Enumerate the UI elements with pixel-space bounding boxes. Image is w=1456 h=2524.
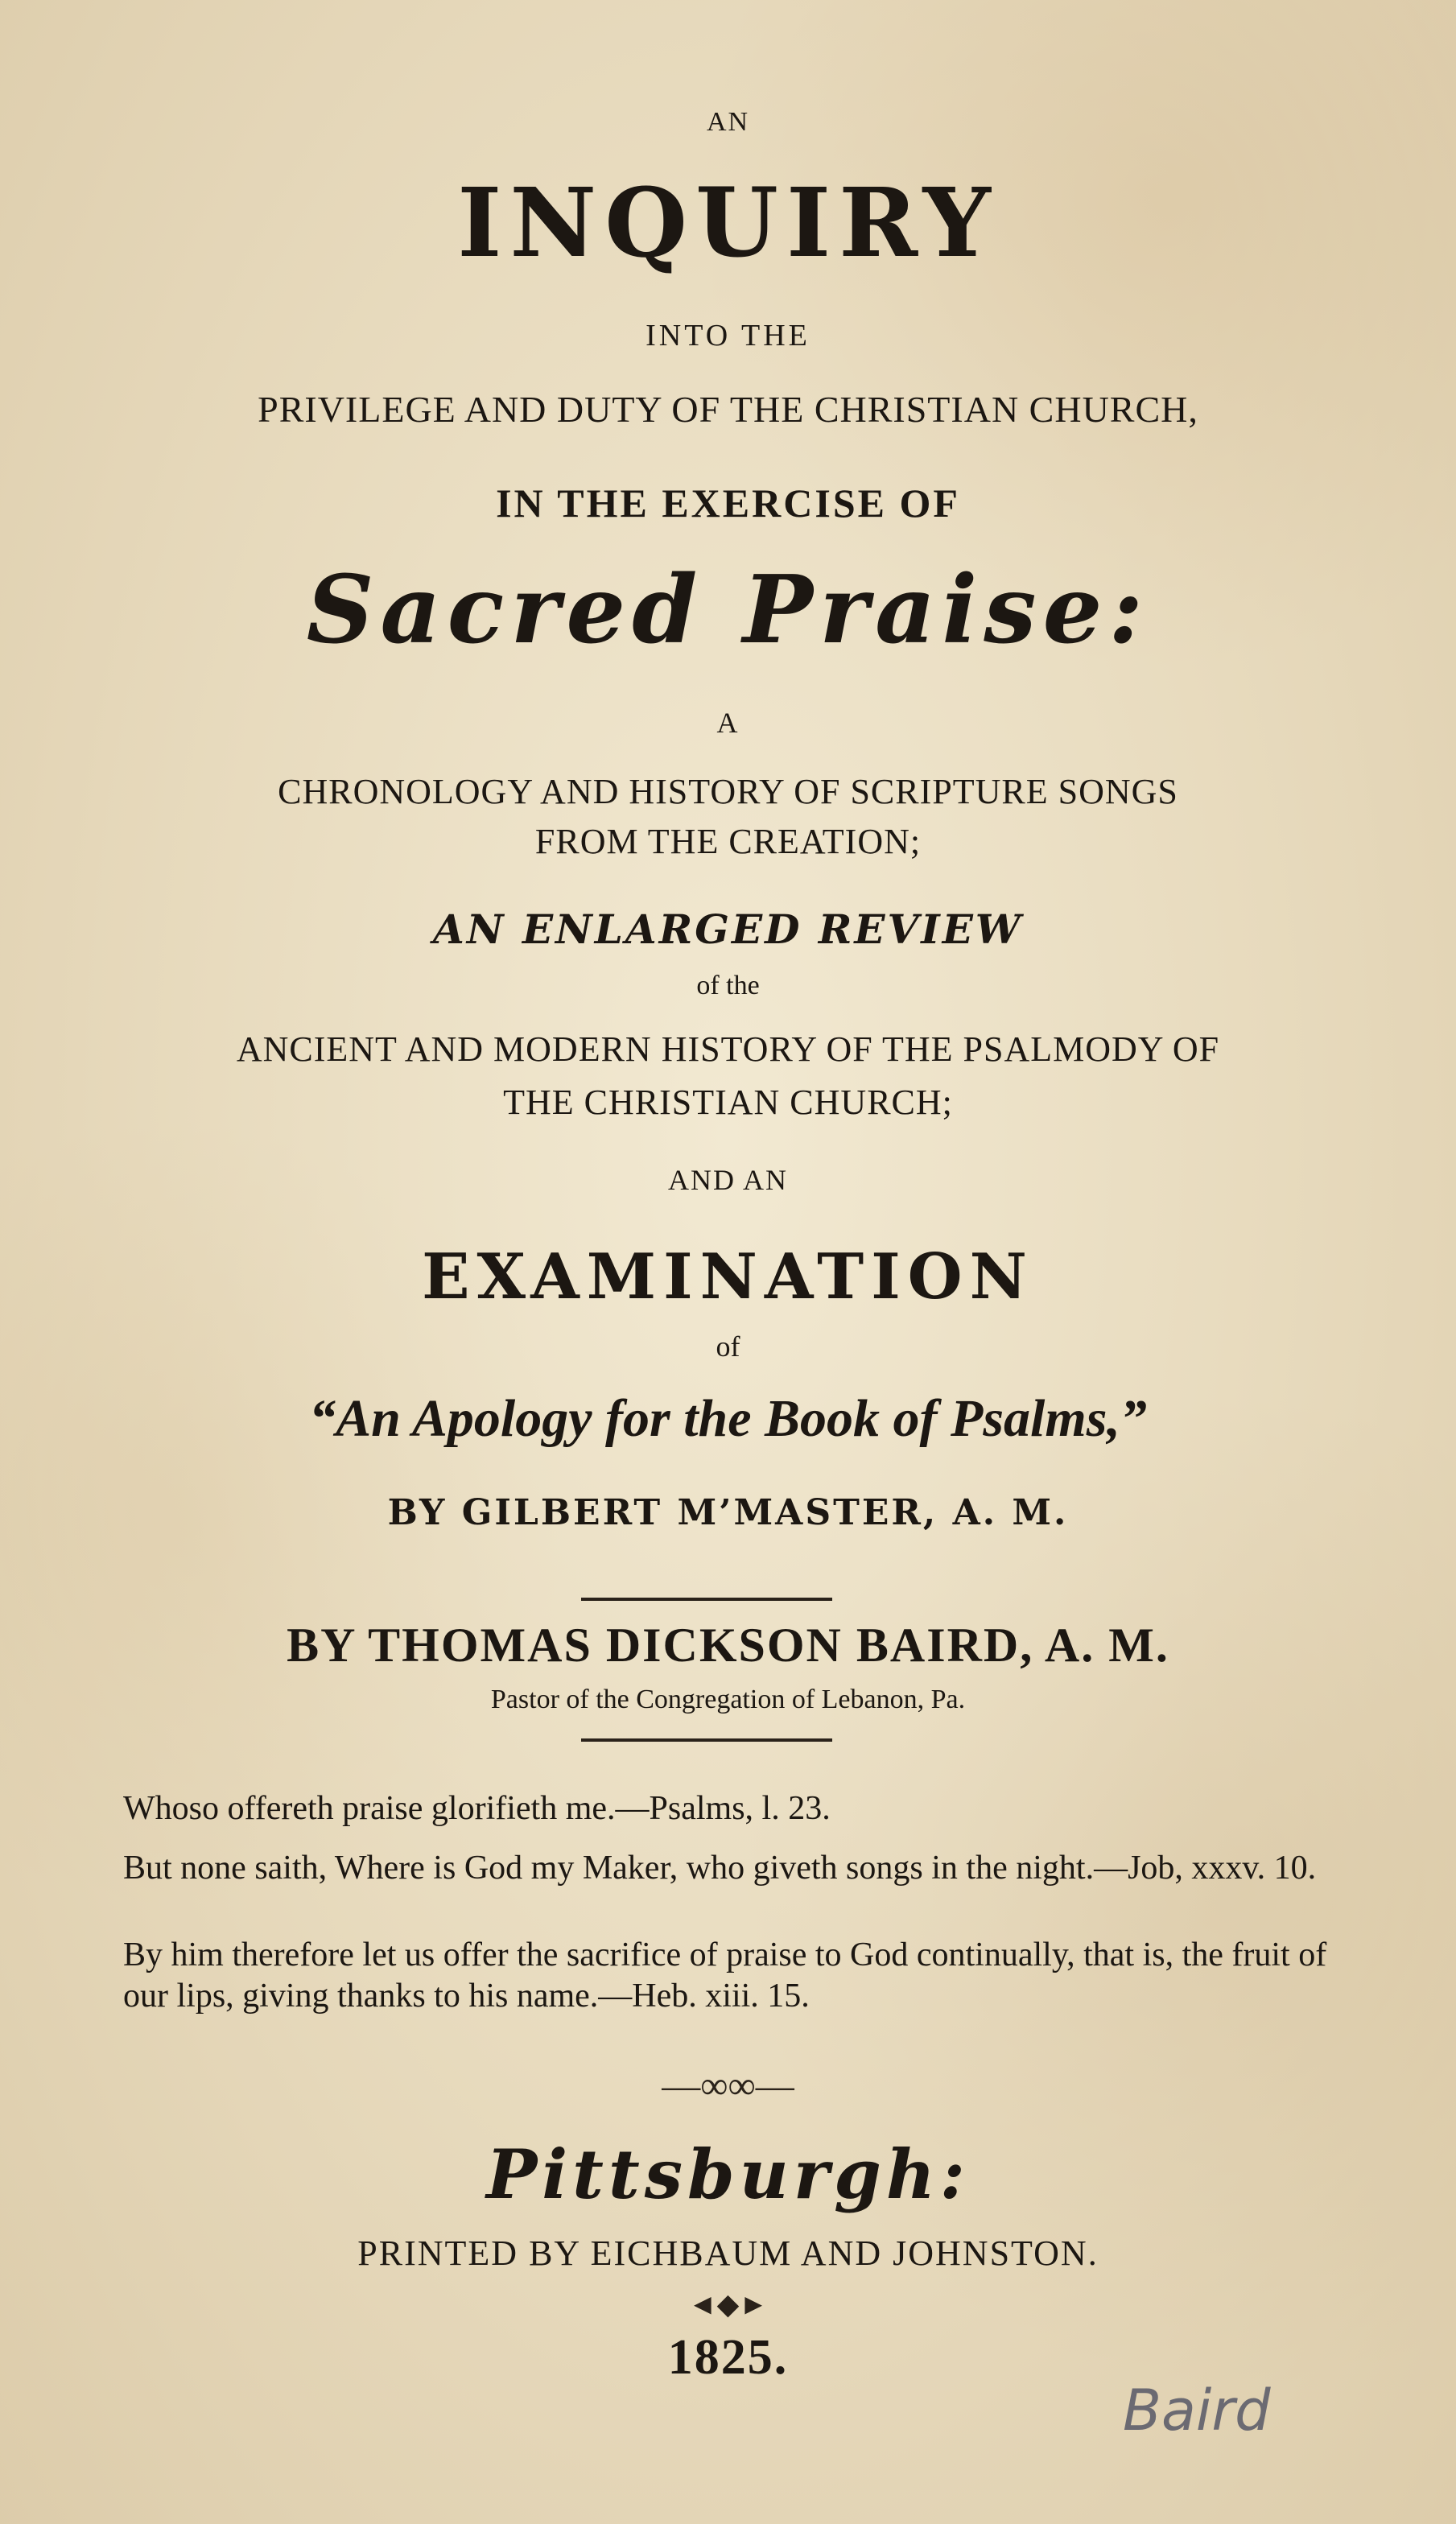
line-printer: PRINTED BY EICHBAUM AND JOHNSTON.	[357, 2233, 1099, 2273]
epigraph-2-text: But none saith, Where is God my Maker, who giveth songs in the night.—Job, xxxv. 10.	[123, 1850, 1317, 1887]
line-in-the-exercise: IN THE EXERCISE OF	[496, 480, 960, 526]
line-year: 1825.	[667, 2330, 789, 2385]
line-of-the: of the	[696, 971, 760, 1000]
line-chronology: CHRONOLOGY AND HISTORY OF SCRIPTURE SONGS	[278, 772, 1178, 811]
epigraph-3	[60, 1935, 1348, 2017]
line-privilege: PRIVILEGE AND DUTY OF THE CHRISTIAN CHURCH,	[258, 389, 1198, 430]
line-from-creation: FROM THE CREATION;	[534, 822, 922, 861]
epigraph-1-text: Whoso offereth praise glorifieth me.—Psalms, l. 23.	[123, 1790, 831, 1827]
ornament-bottom: ◄◆►	[688, 2288, 768, 2320]
line-author: BY THOMAS DICKSON BAIRD, A. M.	[287, 1619, 1169, 1672]
line-an: AN	[706, 107, 750, 137]
rule-lower	[581, 1738, 832, 1742]
rule-upper	[581, 1598, 832, 1601]
line-enlarged-review: AN ENLARGED REVIEW	[433, 905, 1023, 953]
line-of: of	[716, 1330, 740, 1363]
epigraph-1	[60, 1788, 1348, 1829]
epigraph-2	[60, 1848, 1348, 1889]
line-and-an: AND AN	[667, 1164, 788, 1196]
handwritten-annotation: Baird	[1123, 2378, 1271, 2444]
epigraph-3-text: By him therefore let us offer the sacrifice of praise to God continually, that is, the fruit of our lips, giving thanks to his name.—Heb. xiii. 15.	[123, 1936, 1327, 2015]
line-into-the: INTO THE	[646, 319, 810, 353]
ornament-top: —∞∞—	[662, 2064, 794, 2107]
line-pastor: Pastor of the Congregation of Lebanon, Pa.	[490, 1685, 966, 1714]
line-ancient-modern: ANCIENT AND MODERN HISTORY OF THE PSALMODY OF	[236, 1029, 1220, 1069]
line-examination: EXAMINATION	[422, 1240, 1034, 1314]
line-a: A	[716, 707, 740, 739]
line-inquiry: INQUIRY	[457, 167, 999, 278]
line-pittsburgh: Pittsburgh:	[486, 2134, 970, 2214]
line-by-mmaster: BY GILBERT M’MASTER, A. M.	[387, 1492, 1069, 1533]
line-christian-church: THE CHRISTIAN CHURCH;	[503, 1083, 953, 1122]
line-sacred-praise: Sacred Praise:	[306, 555, 1150, 665]
line-apology: “An Apology for the Book of Psalms,”	[309, 1389, 1147, 1448]
